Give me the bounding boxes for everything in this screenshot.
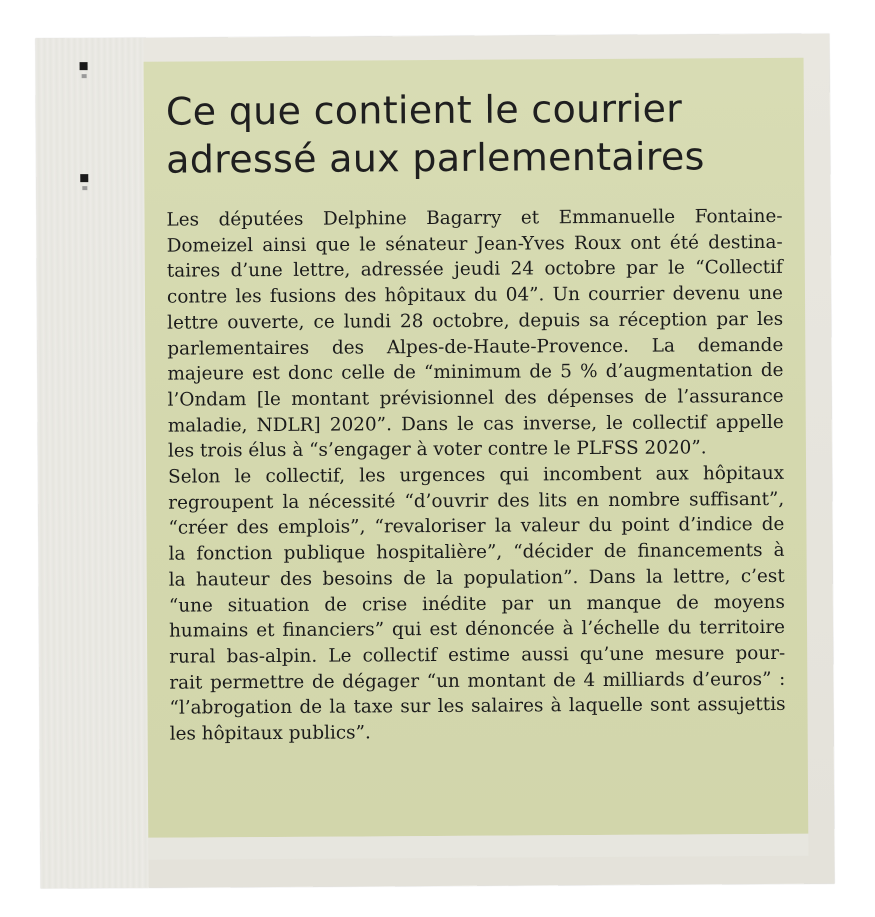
column-marker-1 [80,62,88,70]
body-line: majeure est donc celle de “minimum de 5 % d’augmentation de [167,360,784,385]
body-line: les trois élus à “s’engager à voter contre le PLFSS 2020”. [167,437,707,462]
body-line: la fonction publique hospitalière”, “décider de financements à [168,540,785,565]
left-margin-strip [35,38,148,889]
column-marker-1-shadow [82,74,87,78]
body-line: “une situation de crise inédite par un manque de moyens [168,591,785,617]
bottom-paper-band [148,834,808,860]
body-line: maladie, NDLR] 2020”. Dans le cas inverse, le collectif appelle [167,411,784,437]
article-body [166,204,785,748]
body-line: l’Ondam [le montant prévisionnel des dépenses de l’assurance [167,385,784,411]
body-line: lettre ouverte, ce lundi 28 octobre, depuis sa réception par les [167,308,784,334]
body-line: rait permettre de dégager “un montant de 4 milliards d’euros” : [169,668,786,694]
body-line: Les députées Delphine Bagarry et Emmanuelle Fontaine- [166,205,783,231]
column-marker-2 [80,174,88,182]
body-line: les hôpitaux publics”. [169,722,371,745]
article-title [166,84,783,184]
column-marker-2-shadow [82,186,87,190]
body-line: “l’abrogation de la taxe sur les salaires à laquelle sont assujettis [169,694,786,719]
newspaper-clipping [35,34,834,889]
body-line: taires d’une lettre, adressée jeudi 24 octobre par le “Collectif [166,257,783,283]
body-line: parlementaires des Alpes-de-Haute-Provence. La demande [167,334,784,360]
title-line: Ce que contient le courrier [165,86,683,134]
title-line: adressé aux parlementaires [166,134,705,182]
body-line: humains et financiers” qui est dénoncée à l’échelle du territoire [168,617,786,642]
body-line: rural bas-alpin. Le collectif estime aussi qu’une mesure pour- [169,642,786,668]
body-line: contre les fusions des hôpitaux du 04”. Un courrier devenu une [166,282,784,308]
body-line: “créer des emplois”, “revaloriser la valeur du point d’indice de [168,514,785,540]
body-line: Domeizel ainsi que le sénateur Jean-Yves Roux ont été destina- [166,231,783,257]
article-box [144,58,809,838]
body-line: Selon le collectif, les urgences qui incombent aux hôpitaux [168,462,785,488]
body-line: regroupent la nécessité “d’ouvrir des lits en nombre suffisant”, [168,488,785,514]
body-line: la hauteur des besoins de la population”. Dans la lettre, c’est [168,565,785,591]
